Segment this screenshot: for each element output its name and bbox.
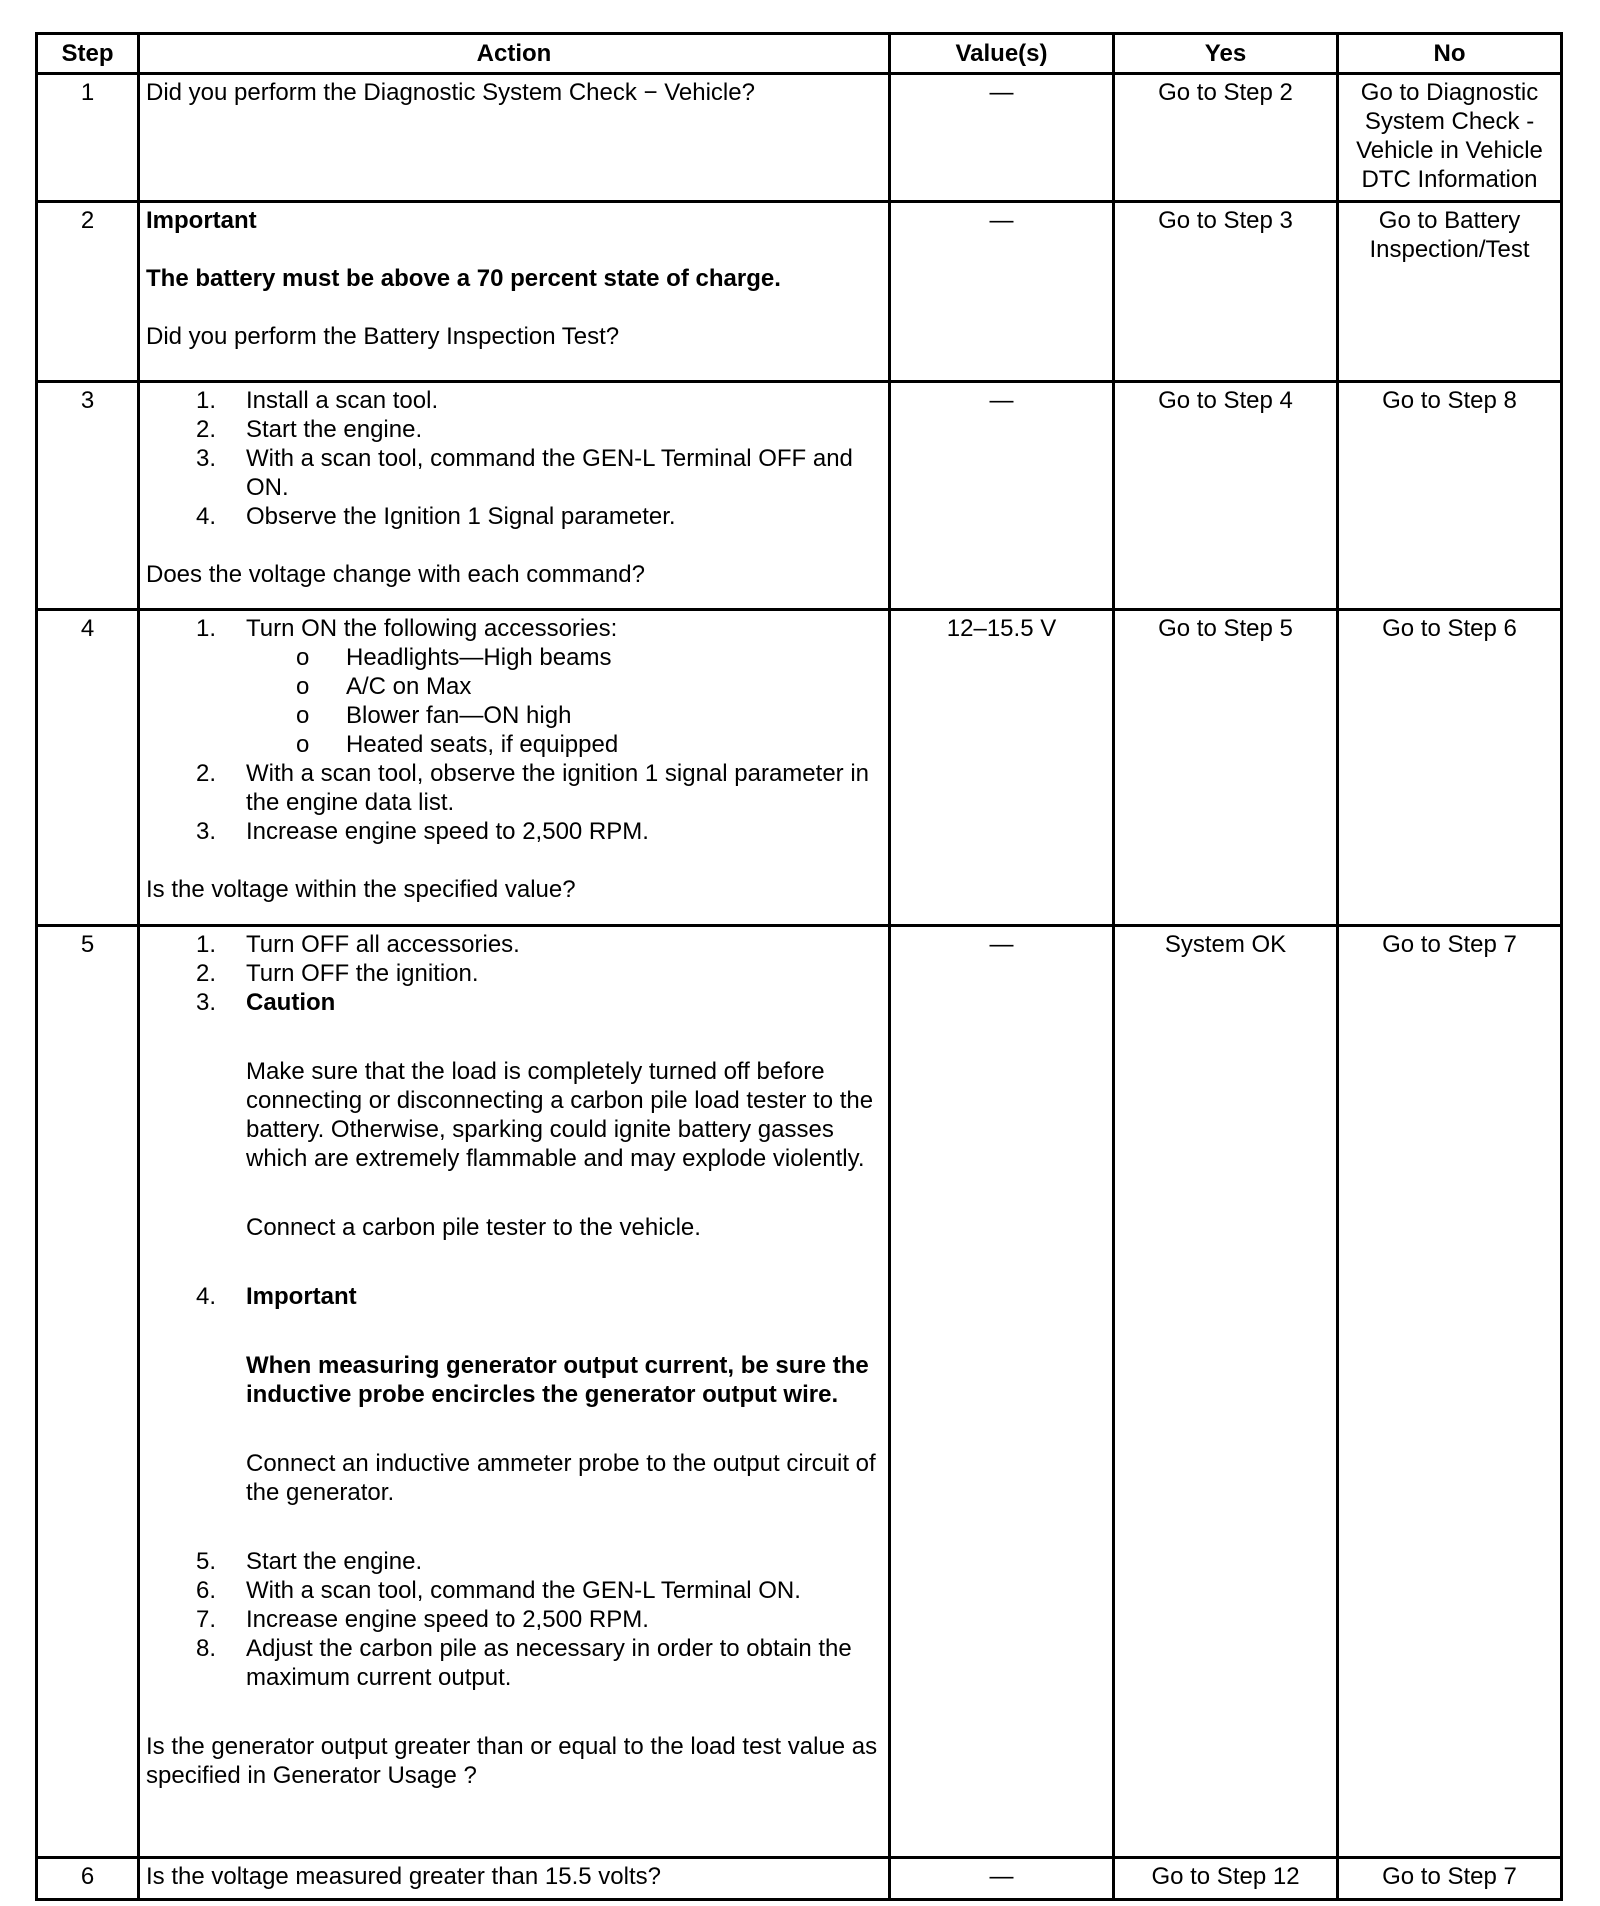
item-text: Connect a carbon pile tester to the vehicle.: [246, 1214, 701, 1241]
list-item: [146, 1605, 882, 1634]
diagnostic-table: [35, 32, 1563, 1901]
yes-cell: Go to Step 5: [1114, 610, 1338, 926]
list-item: [146, 672, 882, 701]
value-cell: —: [890, 926, 1114, 1858]
value-cell: —: [890, 382, 1114, 610]
item-number: 2.: [196, 416, 217, 443]
no-cell: Go to Step 8: [1338, 382, 1562, 610]
header-yes: Yes: [1114, 34, 1338, 74]
yes-cell: Go to Step 3: [1114, 202, 1338, 382]
action-question: Did you perform the Diagnostic System Check − Vehicle?: [146, 79, 755, 106]
no-cell: Go to Step 7: [1338, 926, 1562, 1858]
no-cell: Go to Diagnostic System Check - Vehicle in Vehicle DTC Information: [1338, 74, 1562, 202]
item-number: 7.: [196, 1606, 217, 1633]
table-row-step-4: [37, 610, 1562, 926]
header-row: [37, 34, 1562, 74]
item-number: 8.: [196, 1635, 217, 1662]
item-text: Turn OFF all accessories.: [246, 931, 520, 958]
item-number: 6.: [196, 1577, 217, 1604]
item-text: Observe the Ignition 1 Signal parameter.: [246, 503, 676, 530]
no-cell: Go to Battery Inspection/Test: [1338, 202, 1562, 382]
action-question: Does the voltage change with each command?: [146, 561, 645, 588]
list-item: [146, 415, 882, 444]
table-row-step-3: [37, 382, 1562, 610]
bullet: o: [296, 702, 310, 729]
list-item: [146, 817, 882, 846]
value-cell: —: [890, 74, 1114, 202]
item-text: Start the engine.: [246, 1548, 423, 1575]
item-number: 3.: [196, 818, 217, 845]
action-cell: [139, 1858, 890, 1900]
list-item: [146, 1576, 882, 1605]
yes-cell: Go to Step 12: [1114, 1858, 1338, 1900]
item-number: 3.: [196, 445, 217, 472]
item-text: With a scan tool, command the GEN-L Terminal ON.: [246, 1577, 801, 1604]
action-cell: [139, 202, 890, 382]
list-item: [146, 959, 882, 988]
item-number: 5.: [196, 1548, 217, 1575]
yes-cell: Go to Step 2: [1114, 74, 1338, 202]
action-steps: [146, 614, 882, 846]
list-item: [146, 730, 882, 759]
no-cell: Go to Step 7: [1338, 1858, 1562, 1900]
item-text: Increase engine speed to 2,500 RPM.: [246, 818, 649, 845]
yes-cell: Go to Step 4: [1114, 382, 1338, 610]
value-cell: —: [890, 1858, 1114, 1900]
caution-text: Make sure that the load is completely turned off before connecting or disconnecting a carbon pile load tester to the battery. Otherwise, sparking could ignite battery gasses which are extremely flammable and may explode violently.: [246, 1058, 874, 1172]
bullet: o: [296, 644, 310, 671]
item-number: 2.: [196, 760, 217, 787]
action-steps: [146, 386, 882, 531]
action-cell: [139, 382, 890, 610]
header-no: No: [1338, 34, 1562, 74]
item-text: Heated seats, if equipped: [346, 731, 619, 758]
list-item: [146, 701, 882, 730]
list-item: [146, 930, 882, 959]
caution-label: Caution: [246, 989, 336, 1016]
list-item: [146, 386, 882, 415]
item-text: Increase engine speed to 2,500 RPM.: [246, 1606, 649, 1633]
item-number: 1.: [196, 387, 217, 414]
item-text: Connect an inductive ammeter probe to the output circuit of the generator.: [246, 1450, 876, 1506]
value-cell: 12–15.5 V: [890, 610, 1114, 926]
action-cell: [139, 926, 890, 1858]
header-action: Action: [139, 34, 890, 74]
action-cell: [139, 74, 890, 202]
list-item: [146, 643, 882, 672]
action-question: Did you perform the Battery Inspection Test?: [146, 323, 620, 350]
value-cell: —: [890, 202, 1114, 382]
item-text: Headlights—High beams: [346, 644, 612, 671]
step-number: 5: [37, 926, 139, 1858]
step-number: 2: [37, 202, 139, 382]
table-row-step-1: [37, 74, 1562, 202]
no-cell: Go to Step 6: [1338, 610, 1562, 926]
item-number: 3.: [196, 989, 217, 1016]
header-values: Value(s): [890, 34, 1114, 74]
item-text: With a scan tool, observe the ignition 1 signal parameter in the engine data list.: [246, 760, 870, 816]
step-number: 1: [37, 74, 139, 202]
item-text: Turn OFF the ignition.: [246, 960, 479, 987]
table-row-step-2: [37, 202, 1562, 382]
item-text: With a scan tool, command the GEN-L Terminal OFF and ON.: [246, 445, 853, 501]
list-item: [146, 502, 882, 531]
header-step: Step: [37, 34, 139, 74]
item-text: A/C on Max: [346, 673, 472, 700]
list-item: [146, 444, 882, 502]
item-number: 1.: [196, 615, 217, 642]
item-number: 1.: [196, 931, 217, 958]
table-row-step-6: [37, 1858, 1562, 1900]
item-text: Blower fan—ON high: [346, 702, 572, 729]
item-text: Adjust the carbon pile as necessary in order to obtain the maximum current output.: [246, 1635, 852, 1691]
bullet: o: [296, 731, 310, 758]
item-text: Turn ON the following accessories:: [246, 615, 618, 642]
important-label: Important: [146, 207, 257, 234]
list-item: [146, 1547, 882, 1576]
list-item: [146, 988, 882, 1282]
step-number: 3: [37, 382, 139, 610]
accessory-list: [246, 643, 882, 759]
important-text: When measuring generator output current, be sure the inductive probe encircles the generator output wire.: [246, 1352, 869, 1408]
action-question: Is the generator output greater than or equal to the load test value as specified in Generator Usage ?: [146, 1733, 878, 1789]
step-number: 4: [37, 610, 139, 926]
yes-cell: System OK: [1114, 926, 1338, 1858]
table-row-step-5: [37, 926, 1562, 1858]
item-number: 4.: [196, 503, 217, 530]
item-number: 2.: [196, 960, 217, 987]
action-question: Is the voltage within the specified value?: [146, 876, 576, 903]
item-text: Install a scan tool.: [246, 387, 439, 414]
list-item: [146, 1282, 882, 1547]
important-label: Important: [246, 1283, 357, 1310]
list-item: [146, 614, 882, 759]
action-cell: [139, 610, 890, 926]
list-item: [146, 1634, 882, 1692]
item-text: Start the engine.: [246, 416, 423, 443]
item-number: 4.: [196, 1283, 217, 1310]
list-item: [146, 759, 882, 817]
step-number: 6: [37, 1858, 139, 1900]
important-text: The battery must be above a 70 percent state of charge.: [146, 265, 781, 292]
action-steps: [146, 930, 882, 1692]
action-question: Is the voltage measured greater than 15.5 volts?: [146, 1863, 661, 1890]
bullet: o: [296, 673, 310, 700]
